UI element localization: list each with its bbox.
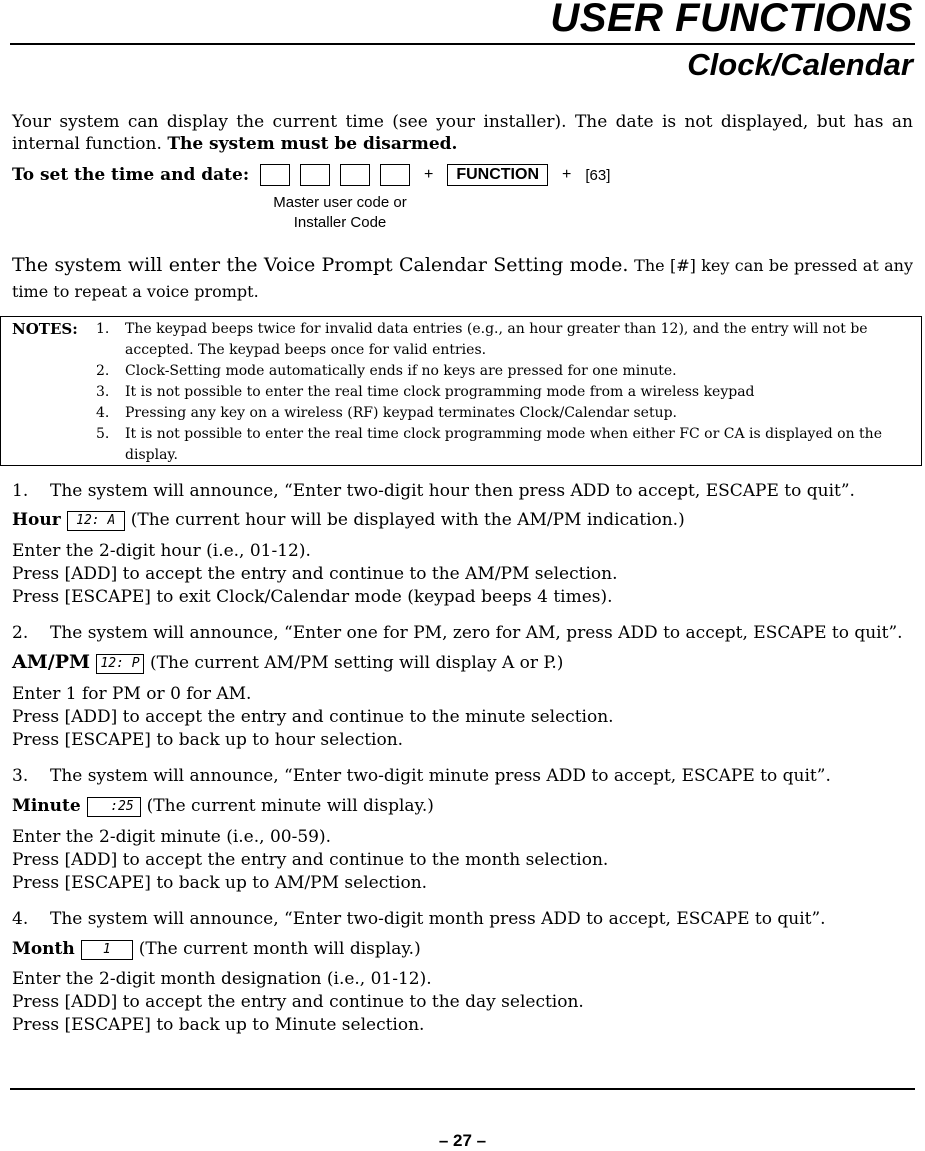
field-name: Month	[12, 939, 75, 959]
instruction-line: Press [ADD] to accept the entry and continue to the day selection.	[12, 992, 584, 1012]
note-number: 3.	[96, 384, 110, 400]
display-row	[12, 795, 434, 817]
instruction-line: Press [ADD] to accept the entry and continue to the month selection.	[12, 850, 609, 870]
lcd-display: 1	[81, 940, 133, 960]
lcd-display: :25	[87, 797, 141, 817]
set-time-label: To set the time and date:	[12, 165, 250, 185]
instruction-line: Press [ESCAPE] to back up to hour selection.	[12, 730, 404, 750]
note-item	[96, 319, 916, 361]
note-number: 2.	[96, 363, 110, 379]
footer-divider	[10, 1088, 915, 1090]
instruction-line: Press [ADD] to accept the entry and continue to the AM/PM selection.	[12, 564, 618, 584]
section-title: USER FUNCTIONS	[550, 0, 913, 40]
note-number: 1.	[96, 321, 110, 337]
step-announce	[12, 480, 855, 502]
instruction-line: Enter the 2-digit hour (i.e., 01-12).	[12, 541, 311, 561]
instruction-line: Enter the 2-digit minute (i.e., 00-59).	[12, 827, 331, 847]
note-text: Pressing any key on a wireless (RF) keypad terminates Clock/Calendar setup.	[125, 405, 678, 421]
note-text: The keypad beeps twice for invalid data entries (e.g., an hour greater than 12), and the entry will not be accepted. The keypad beeps once for valid entries.	[125, 321, 868, 358]
voice-prompt-paragraph	[12, 253, 913, 305]
display-note: (The current AM/PM setting will display A or P.)	[150, 653, 564, 673]
key-sequence	[260, 164, 610, 186]
step-announce-text: The system will announce, “Enter two-digit minute press ADD to accept, ESCAPE to quit”.	[50, 766, 831, 786]
code-digit-box	[260, 164, 290, 186]
step-announce-text: The system will announce, “Enter one for PM, zero for AM, press ADD to accept, ESCAPE to quit”.	[50, 623, 903, 643]
instruction-line: Press [ESCAPE] to exit Clock/Calendar mode (keypad beeps 4 times).	[12, 587, 613, 607]
field-name: Minute	[12, 796, 81, 816]
instruction-line: Press [ADD] to accept the entry and continue to the minute selection.	[12, 707, 614, 727]
lcd-display: 12: P	[96, 654, 144, 674]
display-row	[12, 938, 421, 960]
step-number: 4.	[12, 909, 29, 929]
code-caption-line2: Installer Code	[293, 214, 387, 231]
code-digit-box	[340, 164, 370, 186]
intro-text: Your system can display the current time (see your installer). The date is not displayed, but has an internal function.	[12, 112, 913, 154]
plus-sign: +	[424, 166, 434, 183]
voice-prompt-text: The system will enter the Voice Prompt Calendar Setting mode.	[12, 254, 629, 276]
intro-warning: The system must be disarmed.	[167, 134, 458, 154]
code-digit-box	[300, 164, 330, 186]
intro-paragraph	[12, 111, 913, 155]
step-number: 3.	[12, 766, 29, 786]
instruction-line: Press [ESCAPE] to back up to AM/PM selection.	[12, 873, 428, 893]
function-code: [63]	[585, 166, 611, 184]
display-note: (The current month will display.)	[138, 939, 421, 959]
field-name: AM/PM	[12, 651, 91, 673]
code-caption	[262, 193, 418, 233]
note-item	[96, 403, 916, 424]
function-key: FUNCTION	[447, 164, 548, 186]
note-item	[96, 361, 916, 382]
note-text: It is not possible to enter the real time clock programming mode from a wireless keypad	[125, 384, 755, 400]
note-text: It is not possible to enter the real time clock programming mode when either FC or CA is displayed on the display.	[125, 426, 882, 463]
field-name: Hour	[12, 510, 61, 530]
display-row	[12, 509, 685, 531]
code-digit-box	[380, 164, 410, 186]
note-number: 4.	[96, 405, 110, 421]
instruction-line: Enter 1 for PM or 0 for AM.	[12, 684, 252, 704]
code-caption-line1: Master user code or	[273, 194, 407, 211]
page-number: – 27 –	[438, 1131, 487, 1150]
note-number: 5.	[96, 426, 110, 442]
lcd-display: 12: A	[67, 511, 125, 531]
step-number: 2.	[12, 623, 29, 643]
note-item	[96, 424, 916, 466]
header-divider	[10, 43, 915, 45]
display-note: (The current minute will display.)	[146, 796, 434, 816]
display-row	[12, 651, 563, 674]
step-announce	[12, 765, 831, 787]
notes-label: NOTES:	[12, 320, 78, 338]
plus-sign: +	[562, 166, 572, 183]
note-item	[96, 382, 916, 403]
note-text: Clock-Setting mode automatically ends if no keys are pressed for one minute.	[125, 363, 677, 379]
display-note: (The current hour will be displayed with the AM/PM indication.)	[130, 510, 685, 530]
instruction-line: Press [ESCAPE] to back up to Minute selection.	[12, 1015, 425, 1035]
step-announce-text: The system will announce, “Enter two-digit month press ADD to accept, ESCAPE to quit”.	[50, 909, 826, 929]
step-announce	[12, 908, 826, 930]
step-announce	[12, 622, 903, 644]
step-announce-text: The system will announce, “Enter two-digit hour then press ADD to accept, ESCAPE to quit”.	[50, 481, 855, 501]
instruction-line: Enter the 2-digit month designation (i.e., 01-12).	[12, 969, 432, 989]
page-subtitle: Clock/Calendar	[687, 47, 913, 82]
step-number: 1.	[12, 481, 29, 501]
voice-prompt-repeat: The [#] key can be pressed at any time to repeat a voice prompt.	[12, 256, 914, 301]
